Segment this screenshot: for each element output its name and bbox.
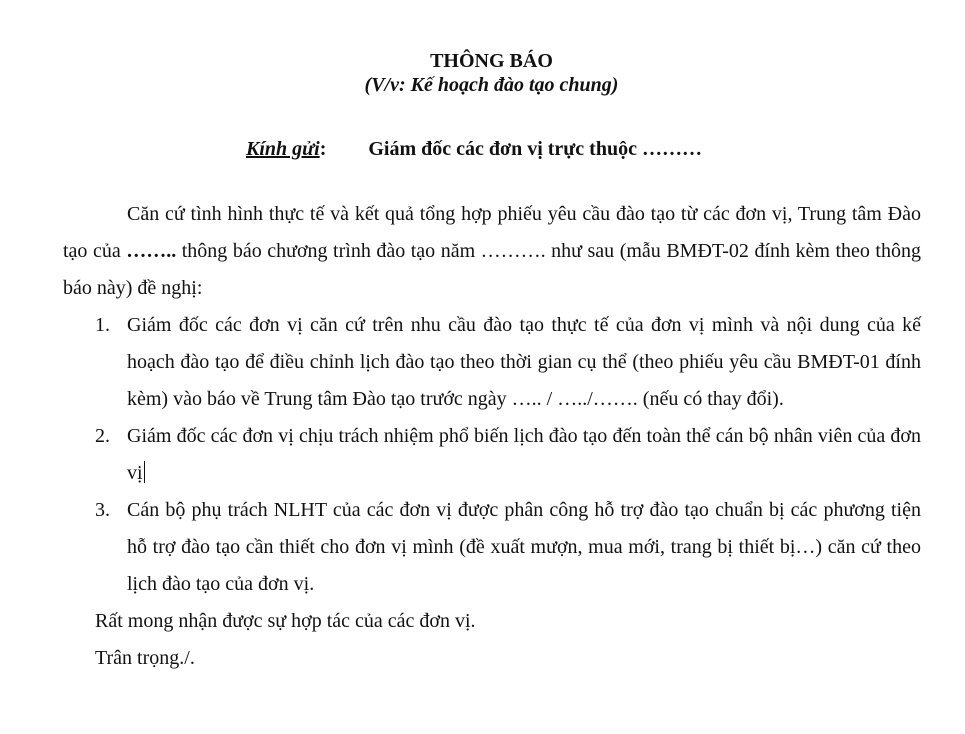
- recipient-label: Kính gửi: [246, 138, 320, 160]
- request-list: [63, 307, 921, 603]
- recipient-colon: :: [319, 138, 327, 160]
- recipient-value: Giám đốc các đơn vị trực thuộc ………: [368, 138, 702, 160]
- document-subtitle: (V/v: Kế hoạch đào tạo chung): [364, 74, 619, 96]
- document-body: [63, 196, 921, 677]
- list-item-number: 2.: [95, 425, 110, 447]
- closing-line-1: Rất mong nhận được sự hợp tác của các đơn vị.: [95, 610, 476, 632]
- intro-paragraph: [63, 196, 921, 307]
- closing-line-2: Trân trọng./.: [95, 647, 195, 669]
- list-item: [63, 492, 921, 603]
- document-title: THÔNG BÁO: [430, 50, 553, 72]
- list-item: [63, 307, 921, 418]
- intro-bold-placeholder: ……..: [126, 240, 177, 262]
- list-item-number: 3.: [95, 499, 110, 521]
- text-cursor[interactable]: [144, 461, 145, 483]
- list-item-text: Giám đốc các đơn vị chịu trách nhiệm phổ biến lịch đào tạo đến toàn thể cán bộ nhân viên của đơn vị: [127, 425, 921, 484]
- intro-text-2: thông báo chương trình đào tạo năm ………. như sau (mẫu BMĐT-02 đính kèm theo thông báo này) đề nghị:: [63, 240, 921, 299]
- list-item-text: Giám đốc các đơn vị căn cứ trên nhu cầu đào tạo thực tế của đơn vị mình và nội dung của kế hoạch đào tạo để điều chỉnh lịch đào tạo theo thời gian cụ thể (theo phiếu yêu cầu BMĐT-01 đính kèm) vào báo về Trung tâm Đào tạo trước ngày ….. / …../……. (nếu có thay đổi).: [127, 314, 921, 410]
- intro-text-1: Căn cứ tình hình thực tế và kết quả tổng hợp phiếu yêu cầu đào tạo từ các đơn vị, Trung tâm Đào tạo của: [63, 203, 921, 262]
- list-item-number: 1.: [95, 314, 110, 336]
- list-item-text: Cán bộ phụ trách NLHT của các đơn vị được phân công hỗ trợ đào tạo chuẩn bị các phương tiện hỗ trợ đào tạo cần thiết cho đơn vị mình (đề xuất mượn, mua mới, trang bị thiết bị…) căn cứ theo lịch đào tạo của đơn vị.: [127, 499, 921, 595]
- recipient-line: [246, 136, 702, 162]
- list-item: [63, 418, 921, 492]
